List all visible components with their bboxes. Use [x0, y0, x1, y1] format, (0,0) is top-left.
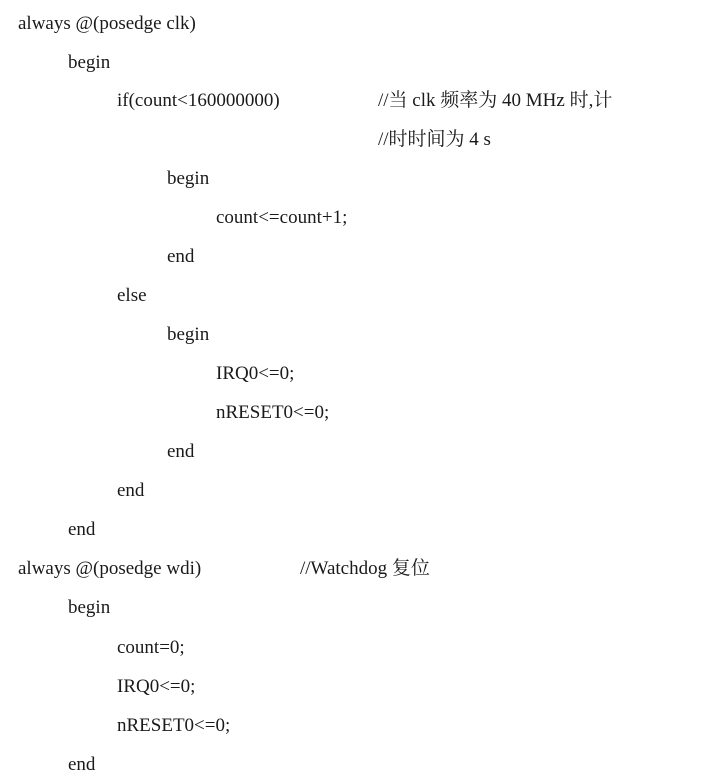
- code-line-nreset0-assign: nRESET0<=0;: [216, 402, 330, 423]
- code-line-end-wdi: end: [68, 754, 96, 775]
- code-line-always-wdi: always @(posedge wdi): [18, 558, 202, 579]
- code-line-end-ifelse: end: [117, 480, 145, 501]
- code-comment-count-time: //时时间为 4 s: [378, 129, 491, 150]
- code-line-count-increment: count<=count+1;: [216, 207, 348, 228]
- code-line-end-if: end: [167, 246, 195, 267]
- code-line-begin-if: begin: [167, 168, 210, 189]
- code-line-begin-else: begin: [167, 324, 210, 345]
- code-line-else: else: [117, 285, 147, 306]
- code-comment-clk-frequency: //当 clk 频率为 40 MHz 时,计: [378, 90, 613, 111]
- code-line-always-clk: always @(posedge clk): [18, 13, 196, 34]
- code-line-end-else: end: [167, 441, 195, 462]
- code-line-end-outer: end: [68, 519, 96, 540]
- code-line-irq0-reset: IRQ0<=0;: [117, 676, 196, 697]
- code-line-begin-outer: begin: [68, 52, 111, 73]
- code-line-if-count: if(count<160000000): [117, 90, 280, 111]
- code-line-nreset0-reset: nRESET0<=0;: [117, 715, 231, 736]
- code-line-irq0-assign: IRQ0<=0;: [216, 363, 295, 384]
- code-comment-watchdog-reset: //Watchdog 复位: [300, 558, 430, 579]
- code-line-begin-wdi: begin: [68, 597, 111, 618]
- code-line-count-reset: count=0;: [117, 637, 185, 658]
